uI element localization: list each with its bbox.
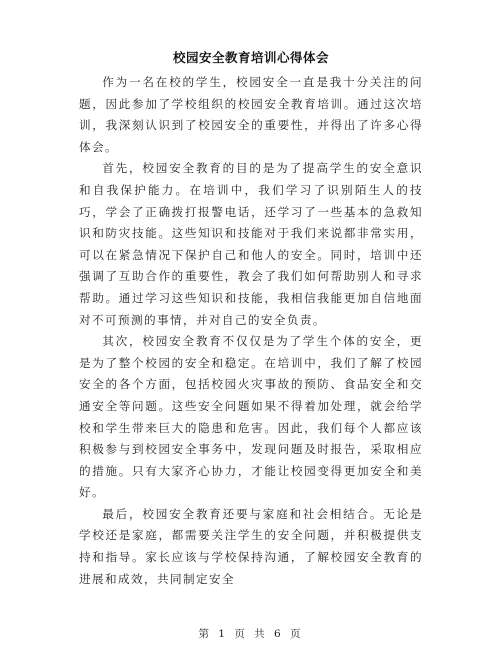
paragraph-2: 首先，校园安全教育的目的是为了提高学生的安全意识和自我保护能力。在培训中，我们学习了识别陌生人的技巧，学会了正确拨打报警电话，还学习了一些基本的急救知识和防灾技能。这些知识和技能对于我们来说都非常实用，可以在紧急情况下保护自己和他人的安全。同时，培训中还强调了互助合作的重要性，教会了我们如何帮助别人和寻求帮助。通过学习这些知识和技能，我相信我能更加自信地面对不可预测的事情，并对自己的安全负责。 (79, 161, 423, 327)
document-title: 校园安全教育培训心得体会 (172, 50, 329, 65)
paragraph-3: 其次，校园安全教育不仅仅是为了学生个体的安全，更是为了整个校园的安全和稳定。在培训中，我们了解了校园安全的各个方面，包括校园火灾事故的预防、食品安全和交通安全等问题。这些安全问题如果不得着加处理，就会给学校和学生带来巨大的隐患和危害。因此，我们每个人都应该积极参与到校园安全事务中，发现问题及时报告，采取相应的措施。只有大家齐心协力，才能让校园变得更加安全和美好。 (79, 334, 423, 500)
document-body (79, 72, 423, 590)
paragraph-4: 最后，校园安全教育还要与家庭和社会相结合。无论是学校还是家庭，都需要关注学生的安全问题，并积极提供支持和指导。家长应该与学校保持沟通，了解校园安全教育的进展和成效，共同制定安全 (79, 506, 423, 586)
page-number-footer: 第 1 页 共 6 页 (198, 628, 304, 640)
paragraph-1: 作为一名在校的学生，校园安全一直是我十分关注的问题，因此参加了学校组织的校园安全教育培训。通过这次培训，我深刻认识到了校园安全的重要性，并得出了许多心得体会。 (79, 75, 423, 154)
